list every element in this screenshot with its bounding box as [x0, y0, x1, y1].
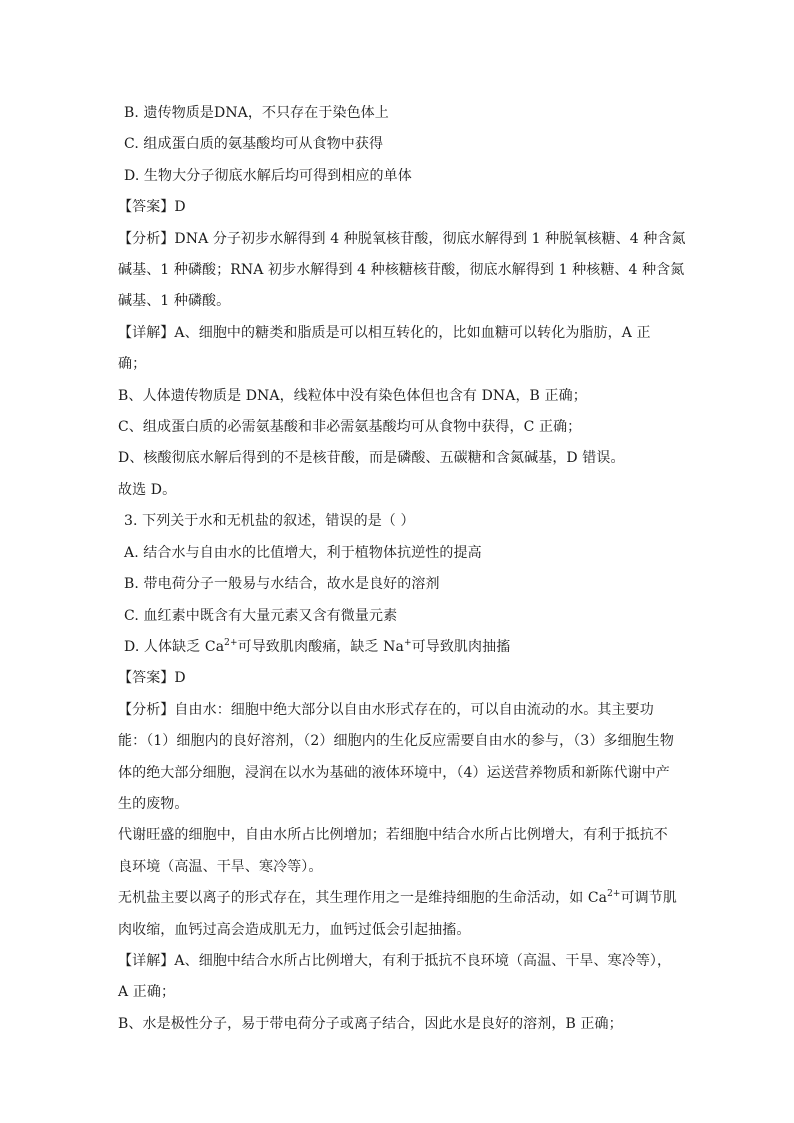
option-c: C. 组成蛋白质的氨基酸均可从食物中获得 [124, 136, 384, 153]
detail-line: D、核酸彻底水解后得到的不是核苷酸，而是磷酸、五碳糖和含氮碱基，D 错误。 [118, 450, 625, 467]
analysis-line: 肉收缩，血钙过高会造成肌无力，血钙过低会引起抽搐。 [118, 921, 471, 938]
question-3-stem: 3. 下列关于水和无机盐的叙述，错误的是（ ） [124, 513, 415, 530]
analysis-line: 良环境（高温、干旱、寒冷等）。 [118, 858, 323, 875]
option-b: B. 遗传物质是DNA，不只存在于染色体上 [124, 105, 389, 121]
answer-line: 【答案】D [118, 670, 186, 687]
answer-line: 【答案】D [118, 199, 186, 216]
analysis-line: 生的废物。 [118, 795, 189, 812]
conclusion-line: 故选 D。 [118, 481, 177, 498]
analysis-line: 碱基、1 种磷酸。 [118, 293, 231, 310]
analysis-line: 无机盐主要以离子的形式存在，其生理作用之一是维持细胞的生命活动，如 $Ca^{2+}$可调节肌 [118, 889, 677, 907]
detail-line: C、组成蛋白质的必需氨基酸和非必需氨基酸均可从食物中获得，C 正确； [118, 419, 582, 436]
analysis-line: 体的绝大部分细胞，浸润在以水为基础的液体环境中，（4）运送营养物质和新陈代谢中产 [118, 764, 670, 781]
detail-line: A 正确； [118, 984, 176, 1001]
detail-line: B、人体遗传物质是 DNA，线粒体中没有染色体但也含有 DNA，B 正确； [118, 387, 587, 404]
detail-line: 确； [118, 356, 147, 373]
option-a: A. 结合水与自由水的比值增大，利于植物体抗逆性的提高 [124, 544, 482, 561]
detail-line: 【详解】A、细胞中结合水所占比例增大，有利于抵抗不良环境（高温、干旱、寒冷等）， [118, 952, 672, 969]
analysis-line: 代谢旺盛的细胞中，自由水所占比例增加；若细胞中结合水所占比例增大，有利于抵抗不 [118, 827, 668, 844]
option-d: D. 生物大分子彻底水解后均可得到相应的单体 [124, 167, 412, 184]
analysis-line: 能：（1）细胞内的良好溶剂，（2）细胞内的生化反应需要自由水的参与，（3）多细胞生物 [118, 733, 674, 750]
option-d: D. 人体缺乏 $Ca^{2+}$可导致肌肉酸痛，缺乏 Na+可导致肌肉抽搐 [124, 637, 511, 655]
analysis-line: 【分析】DNA 分子初步水解得到 4 种脱氧核苷酸，彻底水解得到 1 种脱氧核糖、4 种含氮 [118, 230, 686, 247]
option-b: B. 带电荷分子一般易与水结合，故水是良好的溶剂 [124, 576, 440, 593]
detail-line: B、水是极性分子，易于带电荷分子或离子结合，因此水是良好的溶剂，B 正确； [118, 1015, 623, 1032]
option-c: C. 血红素中既含有大量元素又含有微量元素 [124, 607, 398, 624]
analysis-line: 碱基、1 种磷酸；RNA 初步水解得到 4 种核糖核苷酸，彻底水解得到 1 种核糖、4 种含氮 [118, 262, 685, 279]
detail-line: 【详解】A、细胞中的糖类和脂质是可以相互转化的，比如血糖可以转化为脂肪，A 正 [118, 324, 651, 341]
analysis-line: 【分析】自由水：细胞中绝大部分以自由水形式存在的，可以自由流动的水。其主要功 [118, 701, 654, 718]
